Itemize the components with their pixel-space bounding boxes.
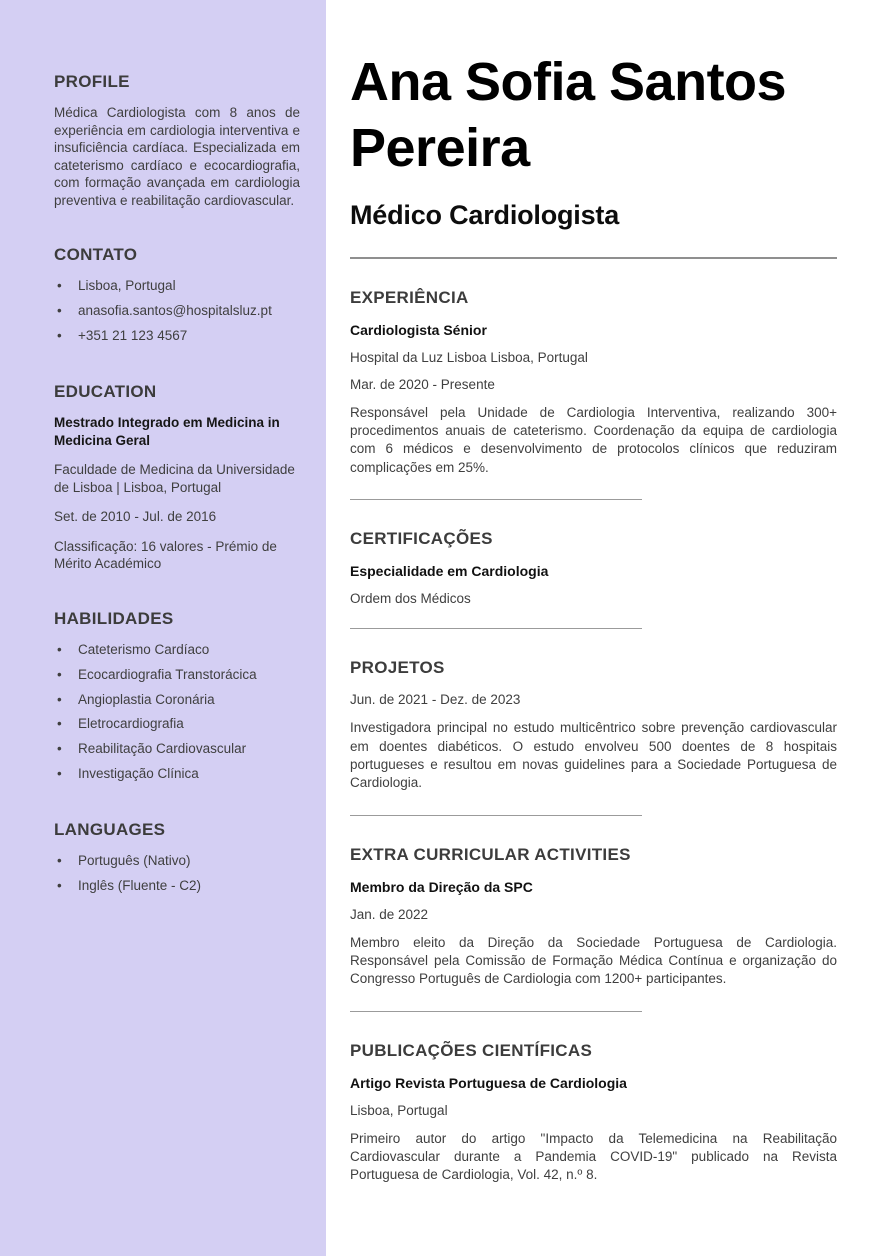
project-dates: Jun. de 2021 - Dez. de 2023 — [350, 692, 521, 708]
profile-heading: PROFILE — [54, 72, 130, 91]
certifications-heading: CERTIFICAÇÕES — [350, 529, 493, 549]
sidebar — [0, 0, 326, 1256]
project-description: Investigadora principal no estudo multicêntrico sobre prevenção cardiovascular em doentes diabéticos. O estudo envolveu 500 doentes de 8 hospitais portugueses e resultou em novas guidelines para a Sociedade Portuguesa de Cardiologia. — [350, 720, 837, 791]
list-item: • Inglês (Fluente - C2) — [54, 877, 300, 896]
languages-list — [54, 852, 300, 896]
profile-text: Médica Cardiologista com 8 anos de experiência em cardiologia interventiva e insuficiência cardíaca. Especializada em cateterismo cardíaco e ecocardiografia, com formação avançada em cardiologia preventiva e reabilitação cardiovascular. — [54, 105, 300, 208]
main-content — [326, 0, 888, 1256]
education-note: Classificação: 16 valores - Prémio de Mérito Académico — [54, 538, 277, 572]
contact-section — [54, 245, 300, 346]
experience-dates: Mar. de 2020 - Presente — [350, 376, 495, 392]
skills-list — [54, 641, 300, 784]
list-item: • Lisboa, Portugal — [54, 277, 300, 296]
skills-heading: HABILIDADES — [54, 608, 174, 628]
contact-heading: CONTATO — [54, 245, 138, 265]
education-degree: Mestrado Integrado em Medicina in Medicina Geral — [54, 414, 280, 448]
extracurricular-heading: EXTRA CURRICULAR ACTIVITIES — [350, 844, 631, 864]
certification-org: Ordem dos Médicos — [350, 591, 471, 607]
header-divider — [350, 257, 837, 259]
publications-heading: PUBLICAÇÕES CIENTÍFICAS — [350, 1040, 593, 1060]
section-divider — [350, 499, 642, 500]
extracurricular-title: Membro da Direção da SPC — [350, 878, 533, 895]
education-school: Faculdade de Medicina da Universidade de Lisboa | Lisboa, Portugal — [54, 462, 295, 495]
list-item: • Ecocardiografia Transtorácica — [54, 666, 300, 685]
list-item: • Reabilitação Cardiovascular — [54, 740, 300, 759]
experience-heading: EXPERIÊNCIA — [350, 287, 469, 307]
publication-description: Primeiro autor do artigo "Impacto da Telemedicina na Reabilitação Cardiovascular durante a Pandemia COVID-19" publicado na Revista Portuguesa de Cardiologia, Vol. 42, n.º 8. — [350, 1130, 837, 1183]
section-experience — [350, 288, 837, 500]
skills-section — [54, 609, 300, 784]
experience-description: Responsável pela Unidade de Cardiologia Interventiva, realizando 300+ procedimentos anuais de cateterismo. Coordenação da equipa de cardiologia com 6 médicos e desenvolvimento de protocolos clínicos que reduziram complicações em 25%. — [350, 404, 837, 475]
publication-location: Lisboa, Portugal — [350, 1102, 448, 1118]
list-item: • Português (Nativo) — [54, 852, 300, 871]
section-divider — [350, 815, 642, 816]
contact-list — [54, 277, 300, 346]
education-dates: Set. de 2010 - Jul. de 2016 — [54, 509, 217, 525]
extracurricular-dates: Jan. de 2022 — [350, 906, 429, 922]
section-projects — [350, 658, 837, 815]
job-title: Médico Cardiologista — [350, 199, 620, 230]
publication-title: Artigo Revista Portuguesa de Cardiologia — [350, 1074, 627, 1091]
section-publications — [350, 1041, 837, 1185]
extracurricular-description: Membro eleito da Direção da Sociedade Portuguesa de Cardiologia. Responsável pela Comissão de Formação Médica Contínua e organização do Congresso Português de Cardiologia com 1200+ participantes. — [350, 934, 837, 987]
list-item: • Investigação Clínica — [54, 765, 300, 784]
projects-heading: PROJETOS — [350, 658, 445, 678]
list-item: • +351 21 123 4567 — [54, 327, 300, 346]
experience-org: Hospital da Luz Lisboa Lisboa, Portugal — [350, 349, 588, 365]
section-certifications — [350, 529, 837, 629]
education-heading: EDUCATION — [54, 381, 157, 401]
section-extracurricular — [350, 845, 837, 1012]
list-item: • Angioplastia Coronária — [54, 691, 300, 710]
section-divider — [350, 1011, 642, 1012]
section-divider — [350, 628, 642, 629]
list-item: • anasofia.santos@hospitalsluz.pt — [54, 302, 300, 321]
education-section — [54, 382, 300, 573]
candidate-name: Ana Sofia Santos Pereira — [350, 52, 787, 178]
experience-role: Cardiologista Sénior — [350, 321, 487, 338]
languages-heading: LANGUAGES — [54, 820, 166, 840]
list-item: • Cateterismo Cardíaco — [54, 641, 300, 660]
languages-section — [54, 820, 300, 896]
certification-title: Especialidade em Cardiologia — [350, 563, 549, 580]
profile-section — [54, 72, 300, 209]
list-item: • Eletrocardiografia — [54, 715, 300, 734]
